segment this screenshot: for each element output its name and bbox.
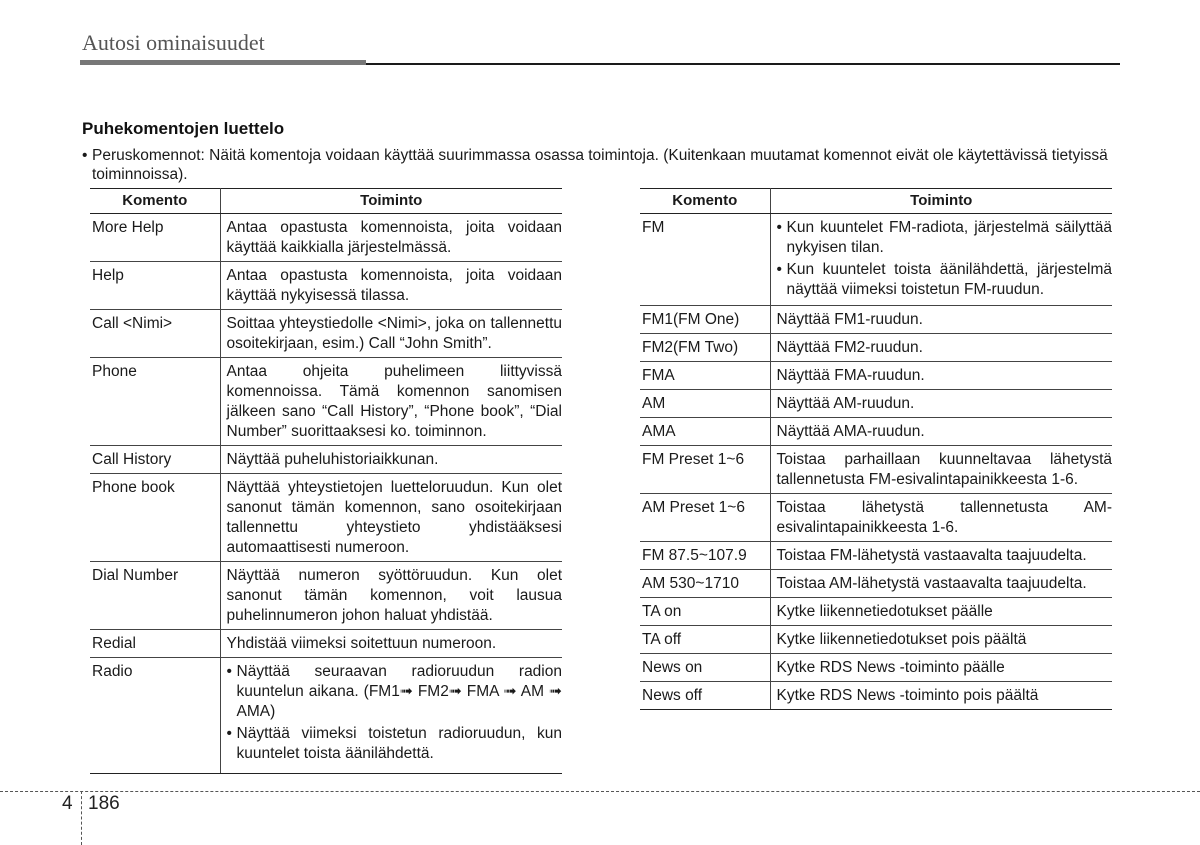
action-cell xyxy=(770,362,1112,390)
action-cell xyxy=(220,446,562,474)
action-text: Yhdistää viimeksi soitettuun numeroon. xyxy=(226,635,497,652)
action-text: Toistaa FM-lähetystä vastaavalta taajuudelta. xyxy=(776,547,1087,564)
table-row xyxy=(90,474,562,562)
action-bullet: • Näyttää seuraavan radioruudun radion kuuntelun aikana. (FM1➟ FM2➟ FMA ➟ AM ➟ AMA) xyxy=(227,662,563,722)
command-cell: Call <Nimi> xyxy=(90,310,220,358)
action-cell xyxy=(770,626,1112,654)
table-row xyxy=(90,214,562,262)
table-row xyxy=(640,418,1112,446)
table-row xyxy=(90,630,562,658)
action-cell xyxy=(220,562,562,630)
command-cell: FM xyxy=(640,214,770,306)
action-text: Antaa ohjeita puhelimeen liittyvissä komennoissa. Tämä komennon sanomisen jälkeen sano “Call History”, “Phone book”, “Dial Number” suorittaaksesi ko. toiminnon. xyxy=(226,363,562,440)
table-row xyxy=(90,262,562,310)
action-text: Soittaa yhteystiedolle <Nimi>, joka on tallennettu osoitekirjaan, esim.) Call “John Smith”. xyxy=(226,315,562,352)
table-row xyxy=(640,334,1112,362)
action-bullet: • Kun kuuntelet toista äänilähdettä, järjestelmä näyttää viimeksi toistetun FM-ruudun. xyxy=(777,260,1113,300)
action-text: Kytke RDS News -toiminto pois päältä xyxy=(776,687,1039,704)
table-row xyxy=(90,658,562,774)
bullet-icon: • xyxy=(82,147,88,164)
column-header-command: Komento xyxy=(90,189,220,214)
command-cell: TA off xyxy=(640,626,770,654)
table-row xyxy=(90,446,562,474)
table-row xyxy=(640,682,1112,710)
action-text: Näyttää AMA-ruudun. xyxy=(776,423,925,440)
command-cell: AM Preset 1~6 xyxy=(640,494,770,542)
command-table-left xyxy=(90,188,562,774)
command-cell: Redial xyxy=(90,630,220,658)
command-cell: FM 87.5~107.9 xyxy=(640,542,770,570)
action-cell xyxy=(220,358,562,446)
header-accent-bar xyxy=(80,60,366,65)
action-text: Toistaa AM-lähetystä vastaavalta taajuudelta. xyxy=(776,575,1087,592)
command-cell: More Help xyxy=(90,214,220,262)
action-text: Kytke RDS News -toiminto päälle xyxy=(776,659,1005,676)
table-row xyxy=(640,494,1112,542)
command-cell: TA on xyxy=(640,598,770,626)
action-cell xyxy=(770,306,1112,334)
action-cell xyxy=(770,214,1112,306)
action-text: Näyttää puheluhistoriaikkunan. xyxy=(226,451,439,468)
footer-dashed-rule xyxy=(0,791,1200,792)
table-row xyxy=(640,626,1112,654)
action-bullet: • Näyttää viimeksi toistetun radioruudun, kun kuuntelet toista äänilähdettä. xyxy=(227,724,563,764)
action-text: Näyttää FM1-ruudun. xyxy=(776,311,923,328)
action-cell xyxy=(770,542,1112,570)
action-text: Näyttää FMA-ruudun. xyxy=(776,367,925,384)
command-cell: AM 530~1710 xyxy=(640,570,770,598)
action-text: Näyttää AM-ruudun. xyxy=(776,395,915,412)
command-cell: FM Preset 1~6 xyxy=(640,446,770,494)
action-bullet: • Kun kuuntelet FM-radiota, järjestelmä säilyttää nykyisen tilan. xyxy=(777,218,1113,258)
column-header-action: Toiminto xyxy=(770,189,1112,214)
column-header-command: Komento xyxy=(640,189,770,214)
action-cell xyxy=(770,494,1112,542)
intro-paragraph xyxy=(82,146,1122,184)
table-row xyxy=(640,542,1112,570)
table-row xyxy=(640,570,1112,598)
command-cell: Dial Number xyxy=(90,562,220,630)
action-text: Toistaa parhaillaan kuunneltavaa lähetystä tallennetusta FM-esivalintapainikkeesta 1-6. xyxy=(776,451,1112,488)
action-cell xyxy=(220,262,562,310)
header-rule xyxy=(366,63,1120,65)
action-cell xyxy=(770,446,1112,494)
section-title: Puhekomentojen luettelo xyxy=(82,119,285,138)
action-cell xyxy=(770,570,1112,598)
table-row xyxy=(640,306,1112,334)
command-cell: Call History xyxy=(90,446,220,474)
command-cell: Phone book xyxy=(90,474,220,562)
action-text: Antaa opastusta komennoista, joita voidaan käyttää nykyisessä tilassa. xyxy=(226,267,562,304)
action-text: Näyttää FM2-ruudun. xyxy=(776,339,923,356)
action-cell xyxy=(770,334,1112,362)
command-cell: FMA xyxy=(640,362,770,390)
action-cell xyxy=(770,654,1112,682)
table-row xyxy=(640,654,1112,682)
table-row xyxy=(640,214,1112,306)
command-cell: Radio xyxy=(90,658,220,774)
command-table-right xyxy=(640,188,1112,710)
command-cell: News on xyxy=(640,654,770,682)
table-row xyxy=(640,446,1112,494)
action-text: Antaa opastusta komennoista, joita voidaan käyttää kaikkialla järjestelmässä. xyxy=(226,219,562,256)
action-cell xyxy=(220,630,562,658)
action-text: Toistaa lähetystä tallennetusta AM-esivalintapainikkeesta 1-6. xyxy=(776,499,1112,536)
action-cell xyxy=(770,682,1112,710)
action-text: Näyttää yhteystietojen luetteloruudun. Kun olet sanonut tämän komennon, sano osoitekirjaan tallennettu yhteystieto yhdistääksesi automaattisesti numeroon. xyxy=(226,479,562,556)
command-cell: AM xyxy=(640,390,770,418)
footer-dashed-divider xyxy=(81,791,82,845)
action-cell xyxy=(220,310,562,358)
action-cell xyxy=(770,390,1112,418)
column-header-action: Toiminto xyxy=(220,189,562,214)
command-cell: Help xyxy=(90,262,220,310)
action-text: Näyttää numeron syöttöruudun. Kun olet sanonut tämän komennon, voit lausua puhelinnumeron johon haluat yhdistää. xyxy=(226,567,562,624)
action-cell xyxy=(220,214,562,262)
table-row xyxy=(640,598,1112,626)
command-cell: AMA xyxy=(640,418,770,446)
action-cell xyxy=(770,418,1112,446)
action-text: Kytke liikennetiedotukset päälle xyxy=(776,603,993,620)
table-row xyxy=(90,310,562,358)
table-row xyxy=(640,362,1112,390)
table-row xyxy=(640,390,1112,418)
intro-text: Peruskomennot: Näitä komentoja voidaan käyttää suurimmassa osassa toimintoja. (Kuitenkaan muutamat komennot eivät ole käytettävissä tietyissä toiminnoissa). xyxy=(92,147,1108,183)
table-row xyxy=(90,358,562,446)
action-cell xyxy=(220,474,562,562)
action-cell xyxy=(220,658,562,774)
command-cell: FM1(FM One) xyxy=(640,306,770,334)
page-number: 186 xyxy=(88,793,120,814)
action-text: Kytke liikennetiedotukset pois päältä xyxy=(776,631,1027,648)
action-cell xyxy=(770,598,1112,626)
header-title: Autosi ominaisuudet xyxy=(82,30,265,55)
table-row xyxy=(90,562,562,630)
command-cell: Phone xyxy=(90,358,220,446)
command-cell: News off xyxy=(640,682,770,710)
chapter-number: 4 xyxy=(62,793,73,814)
command-cell: FM2(FM Two) xyxy=(640,334,770,362)
